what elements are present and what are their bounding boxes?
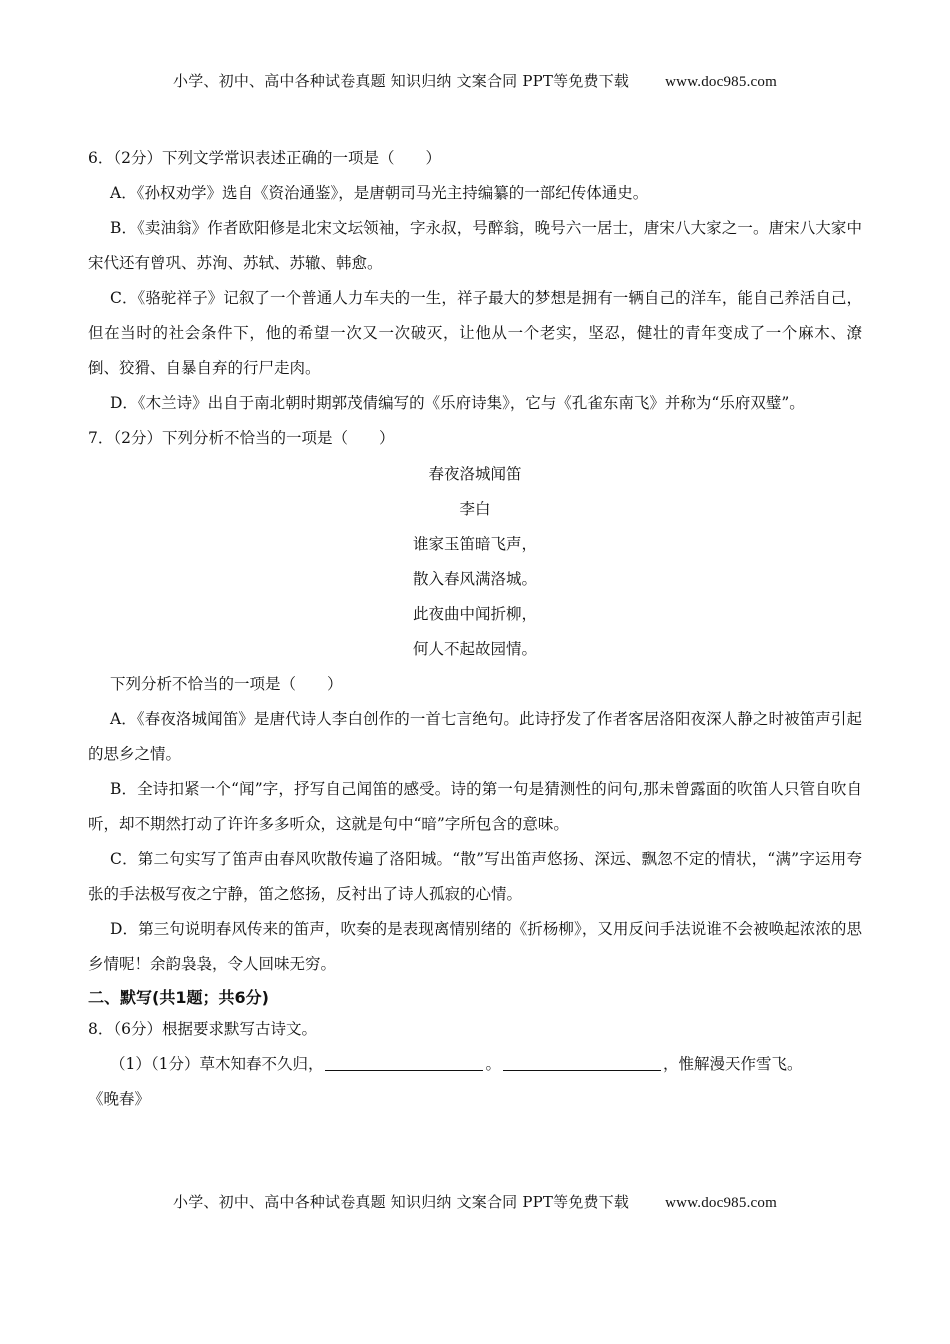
question-8-sub-1-mid: 。 — [485, 1055, 501, 1073]
page-content — [88, 141, 862, 1117]
poem-line-3: 此夜曲中闻折柳， — [412, 605, 537, 623]
question-7-option-b: B．全诗扣紧一个“闻”字，抒写自己闻笛的感受。诗的第一句是猜测性的问句,那未曾露面的吹笛人只管自吹自听，却不期然打动了许许多多听众，这就是句中“暗”字所包含的意味。 — [88, 780, 862, 833]
answer-blank-2[interactable] — [503, 1054, 661, 1071]
question-8-stem: 8．（6分）根据要求默写古诗文。 — [88, 1020, 317, 1038]
page-header — [0, 70, 950, 91]
question-6-option-c: C．《骆驼祥子》记叙了一个普通人力车夫的一生，祥子最大的梦想是拥有一辆自己的洋车，能自己养活自己，但在当时的社会条件下，他的希望一次又一次破灭，让他从一个老实，坚忍，健壮的青年变成了一个麻木、潦倒、狡猾、自暴自弃的行尸走肉。 — [88, 289, 862, 377]
poem-author: 李白 — [459, 500, 491, 518]
question-6-option-d: D．《木兰诗》出自于南北朝时期郭茂倩编写的《乐府诗集》，它与《孔雀东南飞》并称为“乐府双璧”。 — [110, 394, 805, 412]
section-2-title: 二、默写(共1题；共6分) — [88, 988, 269, 1007]
question-7-option-c: C．第二句实写了笛声由春风吹散传遍了洛阳城。“散”写出笛声悠扬、深远、飘忽不定的情状，“满”字运用夸张的手法极写夜之宁静，笛之悠扬，反衬出了诗人孤寂的心情。 — [88, 850, 862, 903]
question-8-sub-1-prefix: （1）（1分）草木知春不久归， — [110, 1055, 324, 1073]
header-site[interactable]: www.doc985.com — [665, 74, 777, 90]
footer-text: 小学、初中、高中各种试卷真题 知识归纳 文案合同 PPT等免费下载 — [173, 1193, 630, 1211]
question-7-option-a: A．《春夜洛城闻笛》是唐代诗人李白创作的一首七言绝句。此诗抒发了作者客居洛阳夜深人静之时被笛声引起的思乡之情。 — [88, 710, 862, 763]
footer-site[interactable]: www.doc985.com — [665, 1195, 777, 1211]
question-8-sub-1-source: 《晚春》 — [88, 1090, 151, 1108]
poem-line-2: 散入春风满洛城。 — [412, 570, 537, 588]
question-6-option-b: B．《卖油翁》作者欧阳修是北宋文坛领袖，字永叔，号醉翁，晚号六一居士，唐宋八大家之一。唐宋八大家中宋代还有曾巩、苏洵、苏轼、苏辙、韩愈。 — [88, 219, 862, 272]
poem-line-1: 谁家玉笛暗飞声， — [412, 535, 537, 553]
question-8-sub-1-suffix: ，惟解漫天作雪飞。 — [663, 1055, 803, 1073]
poem-line-4: 何人不起故园情。 — [412, 640, 537, 658]
question-6-option-a: A．《孙权劝学》选自《资治通鉴》，是唐朝司马光主持编纂的一部纪传体通史。 — [110, 184, 649, 202]
poem-title: 春夜洛城闻笛 — [428, 465, 522, 483]
header-text: 小学、初中、高中各种试卷真题 知识归纳 文案合同 PPT等免费下载 — [173, 72, 630, 90]
question-6-stem: 6．（2分）下列文学常识表述正确的一项是（ ） — [88, 149, 441, 167]
answer-blank-1[interactable] — [325, 1054, 483, 1071]
page-footer — [0, 1191, 950, 1212]
question-7-sub-stem: 下列分析不恰当的一项是（ ） — [110, 675, 343, 693]
question-7-option-d: D．第三句说明春风传来的笛声，吹奏的是表现离情别绪的《折杨柳》，又用反问手法说谁不会被唤起浓浓的思乡情呢！余韵袅袅，令人回味无穷。 — [88, 920, 862, 973]
question-7-stem: 7．（2分）下列分析不恰当的一项是（ ） — [88, 429, 395, 447]
question-8-sub-1 — [88, 1047, 862, 1082]
